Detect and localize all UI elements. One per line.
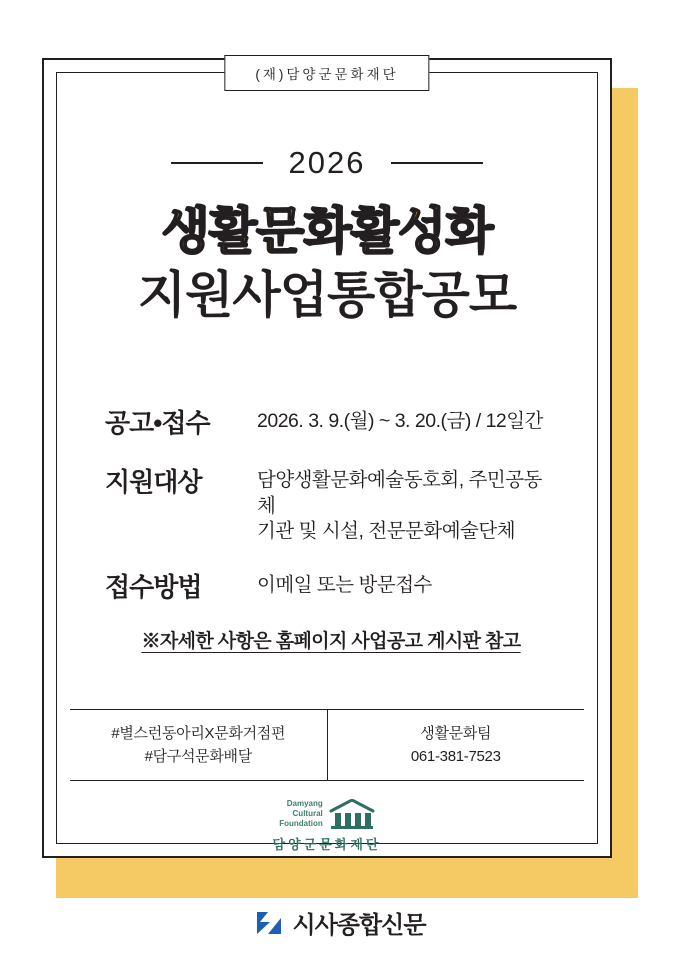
year-rule-left: [171, 162, 263, 164]
headline: [57, 201, 597, 325]
blue-mountain-logo-icon: [254, 909, 284, 937]
info-value-method: [257, 567, 557, 599]
logo-english-text: [279, 799, 323, 829]
logo-mark: [279, 799, 375, 829]
year-rule-right: [391, 162, 483, 164]
bottom-hashtags: [70, 710, 328, 780]
info-row: [105, 403, 557, 440]
house-roof-icon: [329, 799, 375, 829]
headline-line-2: 지원사업통합공모: [137, 267, 517, 323]
press-footer: [0, 905, 680, 940]
poster-inner-border: [56, 67, 598, 852]
contact-phone: 061-381-7523: [410, 748, 501, 765]
logo-eng-line-1: Damyang: [286, 799, 323, 808]
info-value-line2: 기관 및 시설, 전문문화예술단체: [257, 520, 516, 543]
logo-eng-line-2: Cultural: [292, 809, 323, 818]
poster-card: [42, 58, 612, 858]
logo-korean-text: 담양군문화재단: [272, 837, 382, 852]
bottom-info-box: [70, 709, 584, 781]
foundation-logo: [57, 799, 597, 853]
note-text: ※자세한 사항은 홈페이지 사업공고 게시판 참고: [141, 631, 521, 653]
info-value-line1: 이메일 또는 방문접수: [257, 574, 432, 597]
headline-line-1: 생활문화활성화: [161, 203, 493, 259]
press-name: 시사종합신문: [292, 912, 426, 939]
bottom-contact: [328, 710, 585, 780]
hashtag-line-2: #담구석문화배달: [144, 748, 252, 765]
info-value-line1: 담양생활문화예술동호회, 주민공동체: [257, 469, 542, 517]
info-value-target: [257, 462, 557, 545]
info-row: [105, 567, 557, 604]
info-label-method: 접수방법: [105, 572, 202, 603]
year-row: [57, 145, 597, 181]
info-block: [105, 403, 557, 653]
poster: [42, 58, 638, 898]
hashtag-line-1: #별스런동아리X문화거점편: [111, 724, 286, 742]
year-text: 2026: [288, 145, 366, 180]
info-value-line1: 2026. 3. 9.(월) ~ 3. 20.(금) / 12일간: [257, 410, 543, 432]
info-label-announcement: 공고•접수: [105, 408, 210, 438]
info-value-announcement: [257, 403, 557, 435]
foundation-tag: (재)담양군문화재단: [224, 55, 429, 91]
logo-eng-line-3: Foundation: [279, 819, 323, 828]
contact-team: 생활문화팀: [420, 724, 492, 742]
info-label-target: 지원대상: [105, 467, 202, 497]
info-row: [105, 462, 557, 545]
